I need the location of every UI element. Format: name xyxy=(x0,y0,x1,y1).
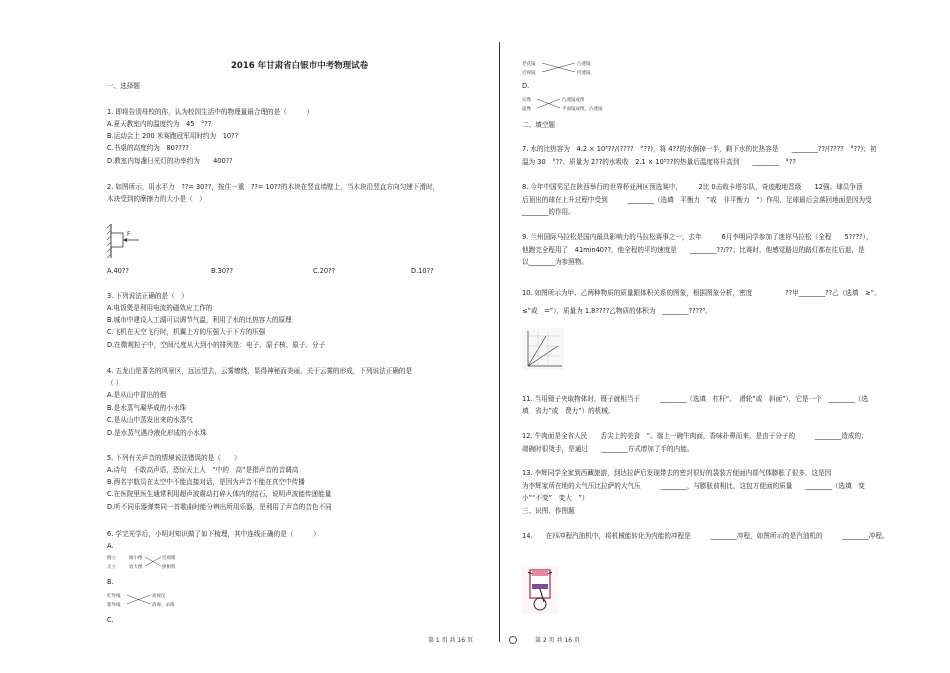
section-heading: 三、识图、作图题 xyxy=(522,507,575,515)
q11-line-1: 11. 当用镊子夹取物体时，镊子就相当于 ________（选填 杠杆”、 滑轮”或 斜面”），它是一个 ________（选 xyxy=(522,395,868,403)
svg-text:缩小像: 缩小像 xyxy=(129,556,143,561)
q6-diagram-a xyxy=(107,552,187,572)
svg-text:夜视仪: 夜视仪 xyxy=(152,594,166,599)
q6-option-d: D. xyxy=(522,82,530,90)
svg-text:凹透镜: 凹透镜 xyxy=(577,71,591,76)
q6-option-a: A. xyxy=(107,542,114,550)
q9-line-3: 以________为参照物。 xyxy=(522,258,588,266)
q4-option-c: C.是从山中蒸发出来的水蒸气 xyxy=(107,416,193,424)
q10-line-2: ≤”或 =”），质量为 1.8????乙物质的体积为 ________????³。 xyxy=(522,307,712,315)
q8-line-2: 后顶出的球在上升过程中受到 ________（选填 平衡力 ”或 非平衡力 ”）作用，足球最后会落回地面是因为受 xyxy=(522,196,872,204)
q7-line-2: 温为 30 °??、质量为 2??的水吸收 2.1 × 10⁵??的热量后温度将升高到 ________ °?? xyxy=(522,158,796,166)
q4-stem: 4. 五龙山是著名的风景区，远远望去，云雾缭绕，显得神秘而美丽，关于云雾的形成，下列说法正确的是 xyxy=(107,367,413,375)
svg-text:凸透镜成像: 凸透镜成像 xyxy=(562,98,585,103)
q2-option-b: B.30?? xyxy=(211,267,234,275)
q6-option-c: C. xyxy=(107,616,114,624)
page-title: 2016 年甘肃省白银市中考物理试卷 xyxy=(231,61,369,71)
q6-option-b: B. xyxy=(107,578,114,586)
q13-line-3: 小”“不变” 变大 ”） xyxy=(522,494,589,502)
q3-option-b: B.城市中建设人工湖可以调节气温，利用了水的比热容大的原理 xyxy=(107,316,292,324)
q9-line-2: 他跑完全程用了 41min40??，他全程的平均速度是 ________??/??；比赛时，他感觉路边的路灯都在往后退，是 xyxy=(522,246,865,254)
q5-option-c: C.在医院里医生通常利用超声波震动打碎人体内的结石，说明声波能传递能量 xyxy=(107,490,332,498)
q8-line-1: 8. 今年中国男足在陕西举行的世界杯亚洲区预选赛中， 2比 0击败卡塔尔队，奇迹般地晋级 12强。球员争顶 xyxy=(522,183,863,191)
q7-line-1: 7. 水的比热容为 4.2 × 10³??/(???? °??)，将 4??的水倒掉一半，剩下水的比热容是 ________??/(???? °??)；初 xyxy=(522,145,877,153)
q4-option-a: A.是从山中冒出的烟 xyxy=(107,391,167,399)
q1-option-d: D.教室内每盏日光灯的功率约为 400?? xyxy=(107,157,233,165)
q3-option-a: A.电饭煲是利用电流的磁效应工作的 xyxy=(107,304,213,312)
q6-diagram-d xyxy=(522,94,602,114)
svg-text:平面镜成像、凸透镜: 平面镜成像、凸透镜 xyxy=(562,107,602,112)
svg-text:倒立: 倒立 xyxy=(107,556,116,561)
q1-option-c: C.书桌的高度约为 80???? xyxy=(107,144,189,152)
q5-stem: 5. 下列有关声音的情境说法错误的是（ ） xyxy=(107,454,241,462)
engine-cylinder-figure xyxy=(522,566,558,614)
svg-text:消毒、杀菌: 消毒、杀菌 xyxy=(152,603,175,608)
section-heading: 二、填空题 xyxy=(522,121,555,129)
q9-line-1: 9. 兰州国际马拉松是国内最具影响力的马拉松赛事之一，去年 6月李明同学参加了迷你马拉松（全程 5????）， xyxy=(522,233,873,241)
q4-stem-2: （ ） xyxy=(107,379,123,387)
q6-stem: 6. 学完光学后，小明对知识做了如下梳理，其中连线正确的是（ ） xyxy=(107,530,320,538)
svg-text:实像: 实像 xyxy=(522,98,531,103)
wall-block-figure xyxy=(105,222,153,260)
q4-option-b: B.是水蒸气凝华成的小水珠 xyxy=(107,404,187,412)
svg-text:红外线: 红外线 xyxy=(107,594,121,599)
q2-option-d: D.10?? xyxy=(411,267,434,275)
svg-text:放大像: 放大像 xyxy=(129,565,143,570)
q6-diagram-b xyxy=(107,590,187,610)
q1-stem: 1. 即将告别母校的你，认为校园生活中的物理量最合理的是（ ） xyxy=(107,108,314,116)
section-heading: 一、选择题 xyxy=(107,82,140,90)
q12-line-1: 12. 牛肉面是全省人民 舌尖上的美食 ”。端上一碗牛肉面，香味扑鼻而来，是由于分子的 ________造成的； xyxy=(522,432,868,440)
q4-option-d: D.是水蒸气遇冷液化形成的小水珠 xyxy=(107,429,207,437)
q3-stem: 3. 下列说法正确的是（ ） xyxy=(107,292,188,300)
q2-option-c: C.20?? xyxy=(313,267,336,275)
q10-line-1: 10. 如图所示为甲、乙两种物质的质量跟体积关系的图象，根据图象分析，密度 ??甲________??乙（选填 ≥”、 xyxy=(522,289,881,297)
q13-line-1: 13. 李辉同学全家到西藏旅游，到达拉萨后发现带去的密封很好的袋装方便面内部气体膨胀了很多，这是因 xyxy=(522,469,832,477)
q5-option-d: D.听不同乐器弹奏同一首歌曲时能分辨出所用乐器，是利用了声音的音色不同 xyxy=(107,503,332,511)
q14-line-1: 14. 在四冲程汽油机中，将机械能转化为内能的冲程是 ________冲程，如图所示的是汽油机的 ________冲程。 xyxy=(522,532,889,540)
svg-text:老花镜: 老花镜 xyxy=(522,62,536,67)
svg-text:凸透镜: 凸透镜 xyxy=(577,62,591,67)
svg-text:近视镜: 近视镜 xyxy=(522,71,536,76)
q1-option-a: A.夏天教室内的温度约为 45 °?? xyxy=(107,120,212,128)
q12-line-2: 端碗时很烫手，是通过 ________方式增加了手的内能。 xyxy=(522,445,694,453)
q1-option-b: B.运动会上 200 米赛跑冠军用时约为 10?? xyxy=(107,132,239,140)
svg-text:虚像: 虚像 xyxy=(522,107,531,112)
page-number-left: 第 1 页 共 16 页 xyxy=(428,637,473,644)
q3-option-d: D.在微观粒子中，空间尺度从大到小的排列是：电子、原子核、原子、分子 xyxy=(107,341,326,349)
q3-option-c: C.飞机在天空飞行时，机翼上方的压强大于下方的压强 xyxy=(107,328,266,336)
mass-volume-graph xyxy=(522,328,564,370)
page-right xyxy=(475,0,950,673)
q6-diagram-c xyxy=(522,58,602,78)
svg-text:紫外线: 紫外线 xyxy=(107,603,121,608)
q2-stem: 2. 如图所示，用水平力 ??= 30??，按住一重 ??= 10??的木块在竖直墙壁上，当木块沿竖直方向匀速下滑时， xyxy=(107,183,440,191)
svg-text:照相机: 照相机 xyxy=(162,565,176,570)
q8-line-3: ________的作用。 xyxy=(522,208,575,216)
q2-stem-2: 木块受到的摩擦力的大小是（ ） xyxy=(107,195,206,203)
svg-text:近视眼: 近视眼 xyxy=(162,556,176,561)
force-label: F xyxy=(127,231,131,238)
q2-option-a: A.40?? xyxy=(107,267,129,275)
q5-option-b: B.两名宇航员在太空中不能直接对话，是因为声音不能在真空中传播 xyxy=(107,478,305,486)
page-number-right: 第 2 页 共 16 页 xyxy=(535,637,580,644)
q13-line-2: 为李辉家所在地的大气压比拉萨的大气压 ________，与膨胀前相比，这包方便面的质量 ________（选填 变 xyxy=(522,482,865,490)
svg-text:正立: 正立 xyxy=(107,565,116,570)
q5-option-a: A.诗句 不敢高声语，恐惊天上人 ”中的 高”是指声音的音调高 xyxy=(107,466,299,474)
q11-line-2: 填 省力”或 费力”）的机械。 xyxy=(522,407,615,415)
